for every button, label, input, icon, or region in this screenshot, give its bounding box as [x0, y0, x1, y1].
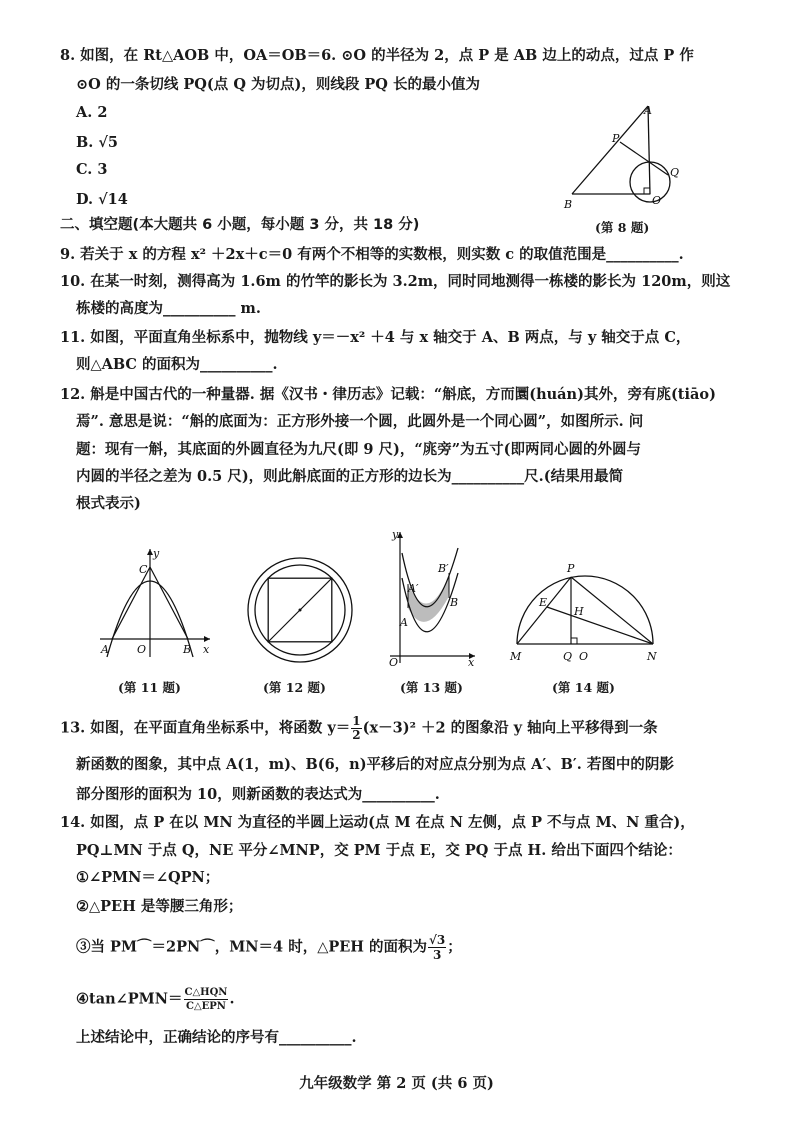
q13-line2: 新函数的图象，其中点 A(1，m)、B(6，n)平移后的对应点分别为点 A′、B′. 若图中的阴影: [76, 756, 674, 773]
q13-fraction: [351, 715, 361, 742]
q13-frac-num: 1: [352, 714, 361, 728]
f8-label-q: Q: [670, 166, 680, 179]
q11-line2: 则△ABC 的面积为__________.: [76, 356, 278, 373]
figure-q13: [380, 528, 480, 668]
section-2-heading: 二、填空题(本大题共 6 小题，每小题 3 分，共 18 分): [60, 217, 420, 233]
figure-q8: [560, 100, 690, 215]
f11-label-b: B: [183, 643, 192, 656]
q13-line1-end: (x－3)² ＋2 的图象沿 y 轴向上平移得到一条: [362, 719, 658, 737]
q10-line1: 10. 在某一时刻，测得高为 1.6m 的竹竿的影长为 3.2m，同时同地测得一栋楼的影长为 120m，则这: [60, 273, 731, 290]
caption-q14: (第 14 题): [552, 680, 615, 695]
q14-c3-end: ；: [447, 938, 462, 956]
f14-label-n: N: [647, 650, 657, 663]
f13-label-a-prime: A′: [408, 582, 419, 595]
q14-c3-num: √3: [429, 933, 446, 947]
q13-line1-start: 13. 如图，在平面直角坐标系中，将函数 y＝: [60, 719, 351, 737]
f14-label-m: M: [510, 650, 522, 663]
q14-c4-num: C△HQN: [184, 987, 228, 998]
f11-label-a: A: [101, 643, 109, 656]
q13-frac-den: 2: [352, 728, 361, 742]
f8-label-b: B: [564, 198, 573, 211]
q12-line4: 内圆的半径之差为 0.5 尺)，则此斛底面的正方形的边长为__________尺.(结果用最简: [76, 468, 624, 485]
f8-label-p: P: [612, 132, 620, 145]
q12-line3: 题：现有一斛，其底面的外圆直径为九尺(即 9 尺)，“庣旁”为五寸(即两同心圆的外圆与: [76, 441, 641, 458]
q8-line2: ⊙O 的一条切线 PQ(点 Q 为切点)，则线段 PQ 长的最小值为: [76, 76, 480, 93]
f11-label-o: O: [137, 643, 147, 656]
f14-label-e: E: [539, 596, 548, 609]
caption-q13: (第 13 题): [400, 680, 463, 695]
q12-line5: 根式表示): [76, 495, 141, 512]
q8-option-b: B. √5: [76, 134, 118, 151]
f13-label-o: O: [389, 656, 399, 668]
figure-q14: [505, 560, 665, 670]
f14-label-o: O: [579, 650, 589, 663]
q13-line3: 部分图形的面积为 10，则新函数的表达式为__________.: [76, 786, 440, 803]
q9-text: 9. 若关于 x 的方程 x² ＋2x＋c＝0 有两个不相等的实数根，则实数 c 的取值范围是__________.: [60, 246, 684, 263]
q14-c4-den: C△EPN: [186, 1001, 226, 1012]
f14-label-p: P: [567, 562, 575, 575]
q14-conclusion-1: ①∠PMN＝∠QPN；: [76, 869, 220, 886]
caption-q11: (第 11 题): [118, 680, 181, 695]
f13-label-a: A: [400, 616, 408, 629]
q14-conclusion-2: ②△PEH 是等腰三角形；: [76, 898, 243, 915]
f11-label-x: x: [203, 643, 210, 656]
f14-label-q: Q: [563, 650, 573, 663]
f13-label-b: B: [450, 596, 459, 609]
q14-conclusion-3: [76, 933, 462, 962]
f13-label-b-prime: B′: [438, 562, 449, 575]
q11-line1: 11. 如图，平面直角坐标系中，抛物线 y＝－x² ＋4 与 x 轴交于 A、B 两点，与 y 轴交于点 C，: [60, 329, 691, 346]
q8-line1: 8. 如图，在 Rt△AOB 中，OA＝OB＝6. ⊙O 的半径为 2，点 P 是 AB 边上的动点，过点 P 作: [60, 47, 694, 64]
q13-line1: [60, 715, 658, 742]
q14-c3-start: ③当 PM⌒＝2PN⌒，MN＝4 时，△PEH 的面积为: [76, 938, 428, 956]
q14-conclusion-4: [76, 986, 235, 1013]
q14-ask: 上述结论中，正确结论的序号有__________.: [76, 1029, 357, 1046]
f13-label-y: y: [392, 528, 399, 541]
q8-option-d: D. √14: [76, 191, 128, 208]
f11-label-c: C: [139, 563, 148, 576]
figure-q11: [95, 545, 215, 660]
caption-q12: (第 12 题): [263, 680, 326, 695]
q14-c4-end: .: [229, 990, 235, 1008]
page-footer: 九年级数学 第 2 页 (共 6 页): [299, 1075, 494, 1092]
f8-label-a: A: [644, 104, 652, 117]
q14-line2: PQ⊥MN 于点 Q，NE 平分∠MNP，交 PM 于点 E，交 PQ 于点 H. 给出下面四个结论：: [76, 842, 682, 859]
caption-q8: (第 8 题): [595, 220, 650, 235]
q14-c3-fraction: [428, 933, 446, 962]
f14-label-h: H: [574, 605, 584, 618]
f11-label-y: y: [153, 547, 160, 560]
q14-c4-start: ④tan∠PMN＝: [76, 990, 183, 1008]
q10-line2: 栋楼的高度为__________ m.: [76, 300, 261, 317]
q12-line1: 12. 斛是中国古代的一种量器. 据《汉书・律历志》记载：“斛底，方而圜(huán)其外，旁有庣(tiāo): [60, 386, 716, 403]
figure-q12: [245, 555, 355, 665]
q8-option-c: C. 3: [76, 161, 108, 178]
q14-line1: 14. 如图，点 P 在以 MN 为直径的半圆上运动(点 M 在点 N 左侧，点 P 不与点 M、N 重合)，: [60, 814, 695, 831]
q14-c4-fraction: [184, 986, 229, 1013]
q14-c3-den: 3: [432, 948, 442, 962]
f8-label-o: O: [652, 194, 662, 207]
q8-option-a: A. 2: [76, 104, 108, 121]
f13-label-x: x: [468, 656, 475, 668]
q12-line2: 焉”. 意思是说：“斛的底面为：正方形外接一个圆，此圆外是一个同心圆”，如图所示. 问: [76, 413, 644, 430]
